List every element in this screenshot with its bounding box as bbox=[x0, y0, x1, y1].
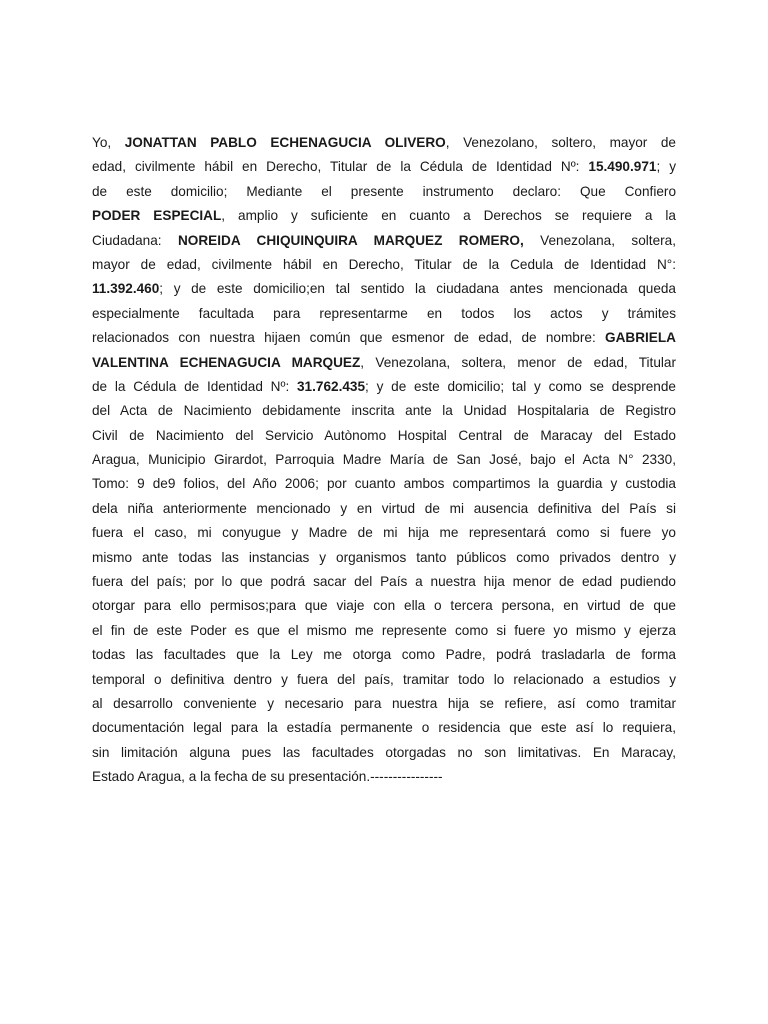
text-run: Tomo: 9 de9 folios, del Año 2006; por cuanto ambos compartimos la guardia y custodia bbox=[92, 476, 676, 492]
text-run: Ciudadana: bbox=[92, 232, 178, 248]
text-run: ; y bbox=[656, 159, 676, 175]
text-run: Civil de Nacimiento del Servicio Autònomo Hospital Central de Maracay del Estado bbox=[92, 427, 676, 443]
text-line bbox=[92, 692, 676, 716]
bold-text-run: PODER ESPECIAL bbox=[92, 208, 222, 224]
text-run: temporal o definitiva dentro y fuera del país, tramitar todo lo relacionado a estudios y bbox=[92, 671, 676, 687]
bold-text-run: NOREIDA CHIQUINQUIRA MARQUEZ ROMERO, bbox=[177, 232, 524, 248]
text-line bbox=[92, 765, 676, 789]
text-line bbox=[92, 716, 676, 740]
text-line bbox=[92, 472, 676, 496]
text-run: especialmente facultada para representarme en todos los actos y trámites bbox=[92, 305, 676, 321]
bold-text-run: 15.490.971 bbox=[588, 159, 657, 175]
bold-text-run: VALENTINA ECHENAGUCIA MARQUEZ bbox=[92, 354, 361, 370]
text-run: , Venezolana, soltera, menor de edad, Titular bbox=[360, 354, 676, 370]
text-line bbox=[92, 351, 676, 375]
text-line bbox=[92, 131, 676, 155]
text-run: , amplio y suficiente en cuanto a Derechos se requiere a la bbox=[221, 208, 676, 224]
text-line bbox=[92, 643, 676, 667]
text-line bbox=[92, 253, 676, 277]
text-line bbox=[92, 302, 676, 326]
bold-text-run: 11.392.460 bbox=[92, 281, 160, 297]
text-run: sin limitación alguna pues las facultades otorgadas no son limitativas. En Maracay, bbox=[92, 744, 676, 760]
bold-text-run: 31.762.435 bbox=[297, 378, 366, 394]
text-line bbox=[92, 399, 676, 423]
text-run: Aragua, Municipio Girardot, Parroquia Madre María de San José, bajo el Acta N° 2330, bbox=[92, 452, 676, 468]
text-run: al desarrollo conveniente y necesario para nuestra hija se refiere, así como tramitar bbox=[92, 695, 676, 711]
text-line bbox=[92, 424, 676, 448]
text-line bbox=[92, 180, 676, 204]
text-line bbox=[92, 619, 676, 643]
text-run: Yo, bbox=[92, 135, 125, 150]
text-line bbox=[92, 375, 676, 399]
text-run: otorgar para ello permisos;para que viaje con ella o tercera persona, en virtud de que bbox=[92, 598, 676, 614]
text-run: mayor de edad, civilmente hábil en Derecho, Titular de la Cedula de Identidad N°: bbox=[92, 256, 676, 272]
text-run: fuera del país; por lo que podrá sacar del País a nuestra hija menor de edad pudiendo bbox=[92, 574, 676, 590]
text-run: , Venezolano, soltero, mayor de bbox=[445, 135, 676, 150]
text-line bbox=[92, 497, 676, 521]
text-line bbox=[92, 668, 676, 692]
text-line bbox=[92, 546, 676, 570]
text-run: de este domicilio; Mediante el presente instrumento declaro: Que Confiero bbox=[92, 183, 676, 199]
bold-text-run: JONATTAN PABLO ECHENAGUCIA OLIVERO bbox=[124, 135, 446, 150]
text-line bbox=[92, 277, 676, 301]
bold-text-run: GABRIELA bbox=[605, 330, 676, 346]
text-line bbox=[92, 570, 676, 594]
text-run: ; y de este domicilio;en tal sentido la ciudadana antes mencionada queda bbox=[159, 281, 676, 297]
text-run: mismo ante todas las instancias y organismos tanto públicos como privados dentro y bbox=[92, 549, 676, 565]
text-run: de la Cédula de Identidad Nº: bbox=[92, 378, 297, 394]
text-line bbox=[92, 326, 676, 350]
text-run: documentación legal para la estadía permanente o residencia que este así lo requiera, bbox=[92, 720, 676, 736]
text-line bbox=[92, 741, 676, 765]
text-run: dela niña anteriormente mencionado y en virtud de mi ausencia definitiva del País si bbox=[92, 500, 676, 516]
text-run: del Acta de Nacimiento debidamente inscrita ante la Unidad Hospitalaria de Registro bbox=[92, 403, 676, 419]
text-line bbox=[92, 448, 676, 472]
text-line bbox=[92, 229, 676, 253]
text-run: fuera el caso, mi conyugue y Madre de mi hija me representará como si fuere yo bbox=[92, 525, 676, 541]
text-run: edad, civilmente hábil en Derecho, Titular de la Cédula de Identidad Nº: bbox=[92, 159, 589, 175]
text-run: relacionados con nuestra hijaen común que esmenor de edad, de nombre: bbox=[92, 330, 605, 346]
text-run: el fin de este Poder es que el mismo me represente como si fuere yo mismo y ejerza bbox=[92, 622, 676, 638]
text-line bbox=[92, 521, 676, 545]
text-run: ; y de este domicilio; tal y como se desprende bbox=[365, 378, 676, 394]
power-of-attorney-paragraph bbox=[92, 131, 676, 790]
text-line bbox=[92, 594, 676, 618]
text-run: Estado Aragua, a la fecha de su presentación.---------------- bbox=[92, 769, 443, 785]
text-run: Venezolana, soltera, bbox=[523, 232, 676, 248]
text-line bbox=[92, 204, 676, 228]
text-line bbox=[92, 155, 676, 179]
text-run: todas las facultades que la Ley me otorga como Padre, podrá trasladarla de forma bbox=[92, 647, 676, 663]
